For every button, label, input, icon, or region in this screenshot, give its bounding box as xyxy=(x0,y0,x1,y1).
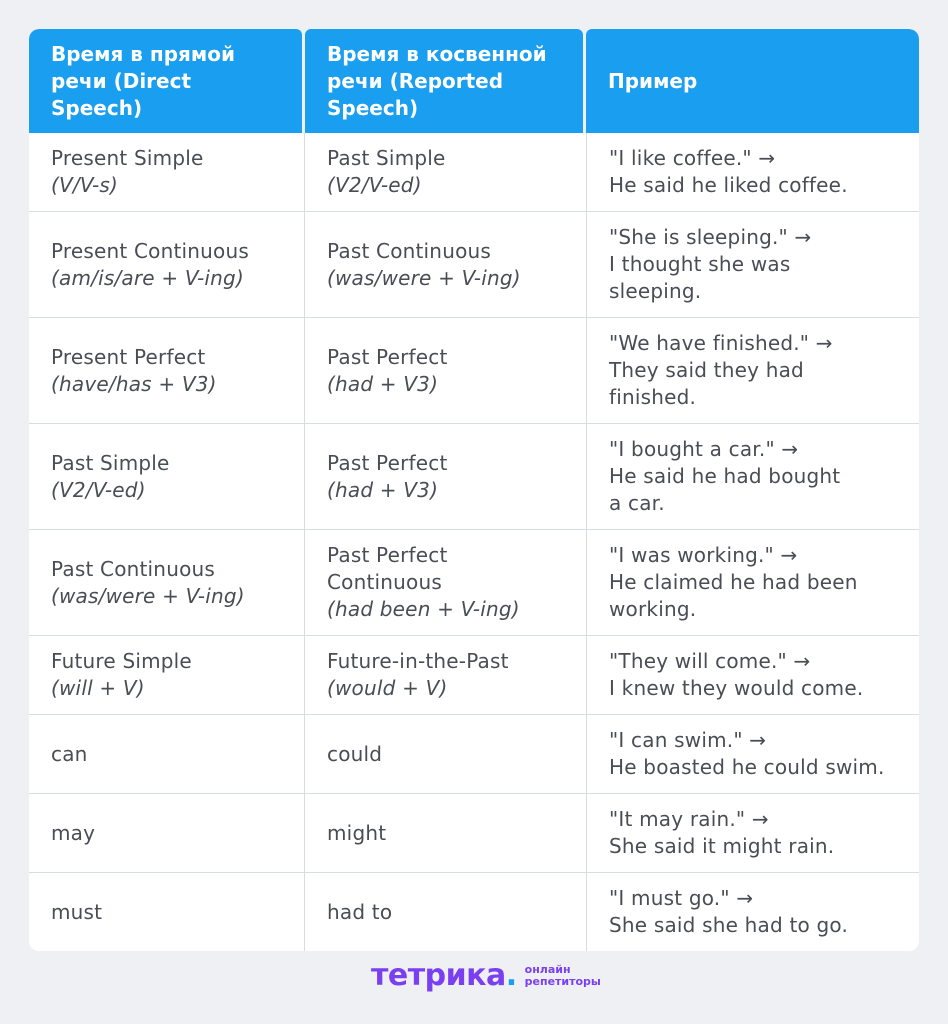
tense-table xyxy=(29,29,919,951)
table-row xyxy=(29,793,919,872)
table-header xyxy=(29,29,919,133)
example-cell: "She is sleeping." → I thought she was sleeping. xyxy=(586,212,919,317)
example-cell: "I can swim." → He boasted he could swim. xyxy=(586,715,919,793)
reported-speech-cell: had to xyxy=(304,873,586,951)
direct-speech-cell: Present Continuous (am/is/are + V-ing) xyxy=(51,238,249,290)
example-cell: "They will come." → I knew they would come. xyxy=(586,636,919,714)
table-row xyxy=(29,529,919,635)
reported-speech-cell: might xyxy=(304,794,586,872)
direct-speech-cell: Past Continuous (was/were + V-ing) xyxy=(51,556,245,608)
reported-speech-cell: Past Simple (V2/V-ed) xyxy=(304,133,586,211)
header-reported-speech: Время в косвенной речи (Reported Speech) xyxy=(305,29,583,133)
example-cell: "I bought a car." → He said he had bought a car. xyxy=(586,424,919,529)
table-row xyxy=(29,423,919,529)
reported-speech-cell: Past Perfect (had + V3) xyxy=(304,424,586,529)
table-row xyxy=(29,133,919,211)
example-cell: "It may rain." → She said it might rain. xyxy=(586,794,919,872)
reported-speech-cell: Past Perfect Continuous (had been + V-ing) xyxy=(304,530,586,635)
example-cell: "I was working." → He claimed he had been working. xyxy=(586,530,919,635)
direct-speech-cell: may xyxy=(51,820,96,845)
logo-wordmark: тетрика. xyxy=(371,958,517,993)
direct-speech-cell: must xyxy=(51,899,103,924)
example-cell: "I must go." → She said she had to go. xyxy=(586,873,919,951)
example-cell: "We have finished." → They said they had finished. xyxy=(586,318,919,423)
table-row xyxy=(29,714,919,793)
direct-speech-cell: Present Simple (V/V-s) xyxy=(51,146,204,197)
header-example: Пример xyxy=(586,29,919,133)
reported-speech-cell: Past Continuous (was/were + V-ing) xyxy=(304,212,586,317)
table-body xyxy=(29,133,919,951)
table-row xyxy=(29,635,919,714)
direct-speech-cell: Future Simple (will + V) xyxy=(51,649,192,700)
logo-subtitle: онлайн репетиторы xyxy=(524,962,601,988)
reported-speech-cell: Future-in-the-Past (would + V) xyxy=(304,636,586,714)
example-cell: "I like coffee." → He said he liked coffee. xyxy=(586,133,919,211)
direct-speech-cell: Past Simple (V2/V-ed) xyxy=(51,450,170,502)
reported-speech-cell: Past Perfect (had + V3) xyxy=(304,318,586,423)
tetrika-logo xyxy=(371,958,601,993)
direct-speech-cell: Present Perfect (have/has + V3) xyxy=(51,344,217,396)
table-row xyxy=(29,211,919,317)
header-direct-speech: Время в прямой речи (Direct Speech) xyxy=(29,29,302,133)
reported-speech-cell: could xyxy=(304,715,586,793)
table-row xyxy=(29,317,919,423)
direct-speech-cell: can xyxy=(51,741,88,766)
table-row xyxy=(29,872,919,951)
